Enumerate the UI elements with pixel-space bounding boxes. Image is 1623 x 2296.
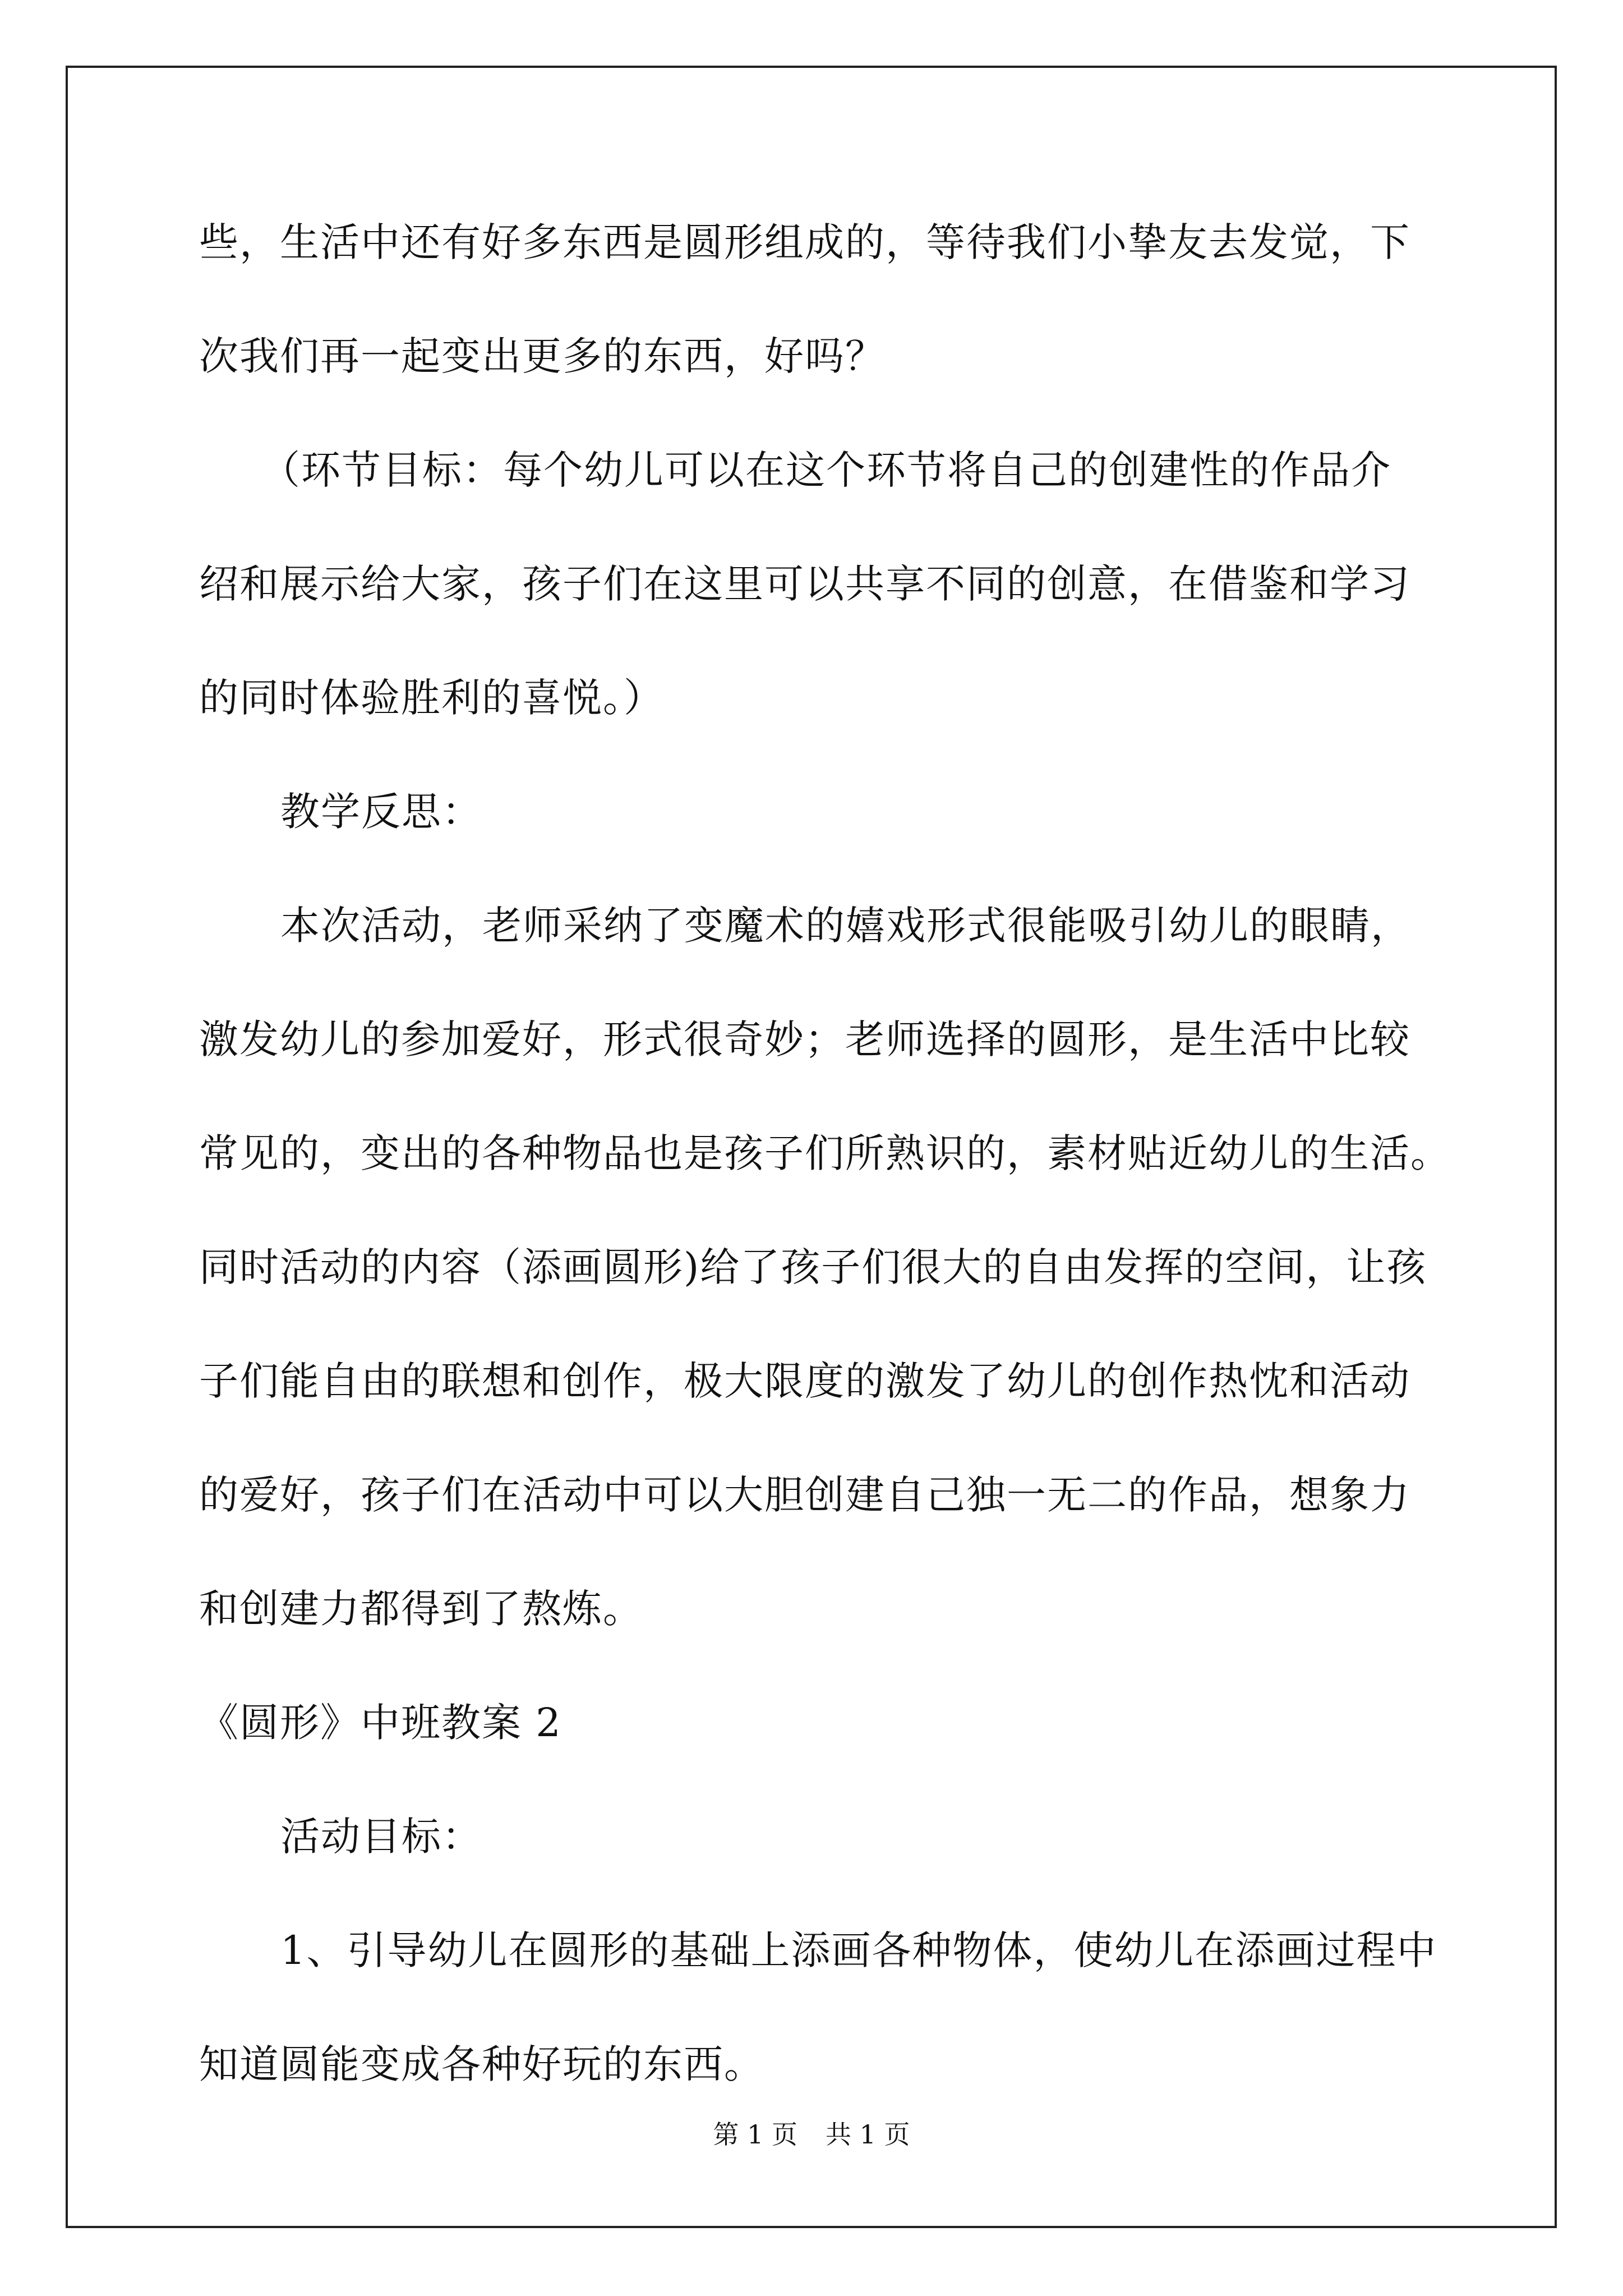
text-line: 些，生活中还有好多东西是圆形组成的，等待我们小挚友去发觉，下	[199, 219, 1410, 265]
text-line: 的爱好，孩子们在活动中可以大胆创建自己独一无二的作品，想象力	[199, 1472, 1410, 1518]
text-line: 子们能自由的联想和创作，极大限度的激发了幼儿的创作热忱和活动	[199, 1358, 1410, 1404]
page-number: 第 1 页	[713, 2119, 797, 2150]
page-total: 共 1 页	[826, 2119, 910, 2150]
text-line: 次我们再一起变出更多的东西，好吗？	[199, 333, 886, 379]
text-line: 本次活动，老师采纳了变魔术的嬉戏形式很能吸引幼儿的眼睛，	[280, 903, 1411, 949]
lesson-title: 《圆形》中班教案 2	[199, 1700, 562, 1746]
text-line: 激发幼儿的参加爱好，形式很奇妙；老师选择的圆形，是生活中比较	[199, 1016, 1410, 1062]
text-line: 常见的，变出的各种物品也是孩子们所熟识的，素材贴近幼儿的生活。	[199, 1130, 1451, 1176]
page-footer	[0, 2119, 1623, 2150]
text-line: 绍和展示给大家，孩子们在这里可以共享不同的创意，在借鉴和学习	[199, 561, 1410, 607]
text-line: 同时活动的内容（添画圆形)给了孩子们很大的自由发挥的空间，让孩	[199, 1244, 1427, 1290]
text-line: 1、引导幼儿在圆形的基础上添画各种物体，使幼儿在添画过程中	[280, 1927, 1437, 1973]
text-line: 知道圆能变成各种好玩的东西。	[199, 2041, 764, 2087]
text-line: 和创建力都得到了熬炼。	[199, 1586, 643, 1632]
text-line: 的同时体验胜利的喜悦。）	[199, 675, 664, 721]
section-heading: 活动目标：	[280, 1814, 482, 1860]
section-heading: 教学反思：	[280, 789, 482, 835]
text-line: （环节目标：每个幼儿可以在这个环节将自己的创建性的作品介	[261, 447, 1391, 493]
document-body	[199, 219, 1451, 2156]
